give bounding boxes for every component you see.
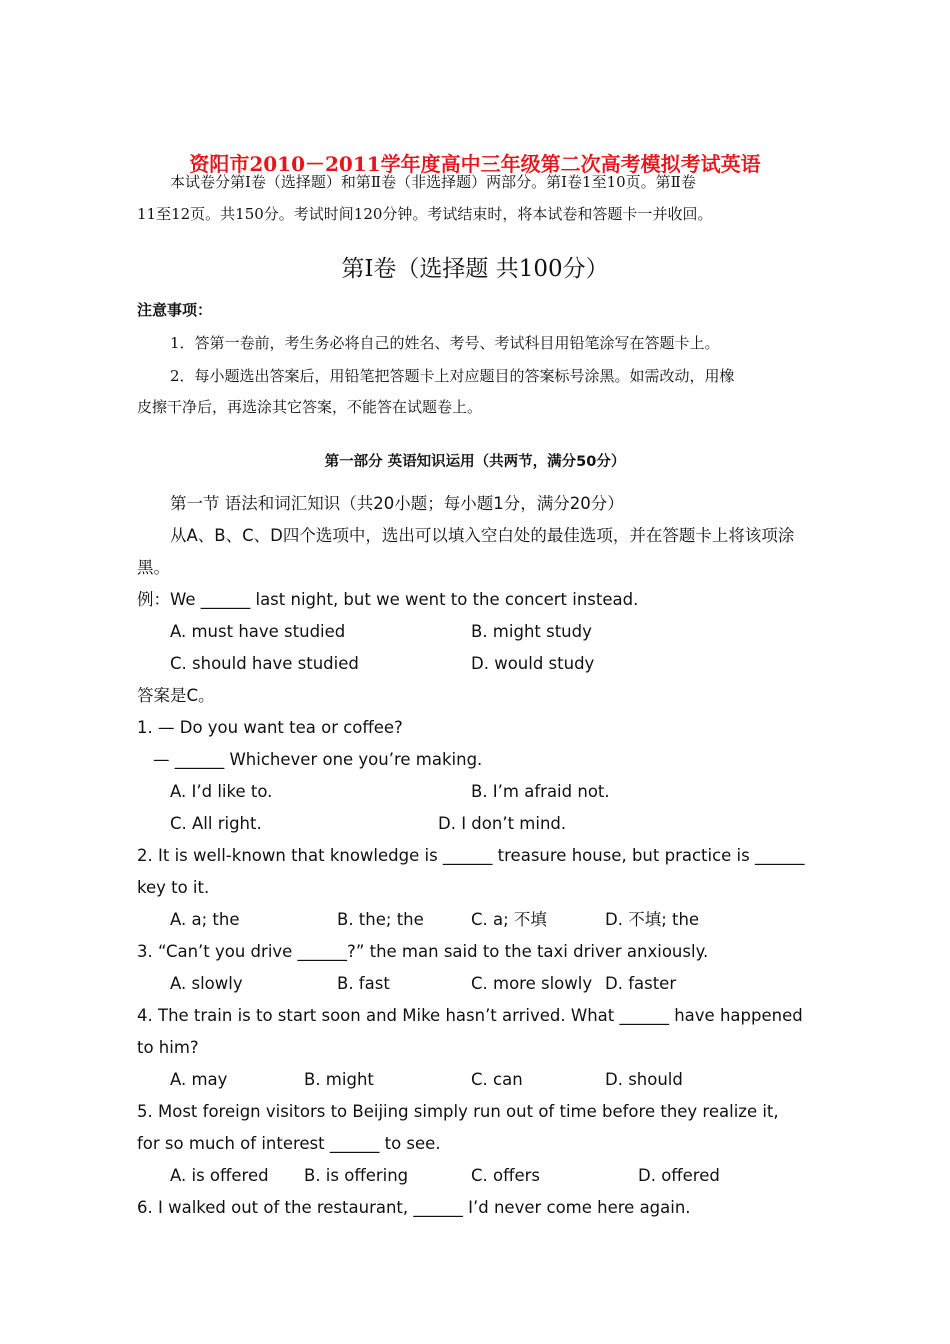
question-2-line-2: key to it. [137,878,210,897]
question-1-option-a: A. I’d like to. [170,782,273,801]
example-option-a: A. must have studied [170,622,346,641]
part1-heading: 第一部分 英语知识运用（共两节，满分50分） [324,454,626,470]
example-option-b: B. might study [471,622,592,641]
question-1-line-2: — ______ Whichever one you’re making. [153,750,483,769]
question-3-option-d: D. faster [605,974,677,993]
question-3-option-b: B. fast [337,974,390,993]
question-3-option-c: C. more slowly [471,974,593,993]
question-4-option-d: D. should [605,1070,683,1089]
question-4-option-a: A. may [170,1070,228,1089]
notes-item-2-line-1: 2．每小题选出答案后，用铅笔把答题卡上对应题目的答案标号涂黑。如需改动，用橡 [170,367,735,385]
example-option-d: D. would study [471,654,595,673]
question-1-option-b: B. I’m afraid not. [471,782,610,801]
question-5-option-b: B. is offering [304,1166,409,1185]
question-1-line-1: 1. — Do you want tea or coffee? [137,718,403,737]
question-2-option-a: A. a; the [170,910,240,929]
question-1-option-c: C. All right. [170,814,262,833]
question-5-option-a: A. is offered [170,1166,269,1185]
question-5-option-d: D. offered [638,1166,720,1185]
exam-title: 资阳市2010－2011学年度高中三年级第二次高考模拟考试英语 [189,152,761,176]
example-option-c: C. should have studied [170,654,359,673]
question-5-line-2: for so much of interest ______ to see. [137,1134,441,1153]
volume-title: 第Ⅰ卷（选择题 共100分） [341,256,609,282]
instructions-line-2: 黑。 [137,558,170,577]
question-3-option-a: A. slowly [170,974,243,993]
question-4-line-1: 4. The train is to start soon and Mike hasn’t arrived. What ______ have happened [137,1006,803,1025]
question-4-option-c: C. can [471,1070,523,1089]
example-stem: 例：We ______ last night, but we went to the concert instead. [137,590,639,609]
intro-line-2: 11至12页。共150分。考试时间120分钟。考试结束时，将本试卷和答题卡一并收回。 [137,205,713,223]
intro-line-1: 本试卷分第Ⅰ卷（选择题）和第Ⅱ卷（非选择题）两部分。第Ⅰ卷1至10页。第Ⅱ卷 [170,173,696,191]
notes-item-1: 1．答第一卷前，考生务必将自己的姓名、考号、考试科目用铅笔涂写在答题卡上。 [170,334,720,352]
question-2-option-d: D. 不填; the [605,910,700,929]
question-2-option-c: C. a; 不填 [471,910,547,929]
question-5-option-c: C. offers [471,1166,541,1185]
question-2-line-1: 2. It is well-known that knowledge is ______ treasure house, but practice is ______ [137,846,805,865]
question-3-line-1: 3. “Can’t you drive ______?” the man said to the taxi driver anxiously. [137,942,709,961]
question-2-option-b: B. the; the [337,910,424,929]
question-1-option-d: D. I don’t mind. [438,814,567,833]
question-4-line-2: to him? [137,1038,199,1057]
question-4-option-b: B. might [304,1070,374,1089]
notes-heading: 注意事项： [137,301,213,319]
question-6-line-1: 6. I walked out of the restaurant, ______ I’d never come here again. [137,1198,691,1217]
question-5-line-1: 5. Most foreign visitors to Beijing simply run out of time before they realize it, [137,1102,779,1121]
section1-heading: 第一节 语法和词汇知识（共20小题；每小题1分，满分20分） [170,494,624,513]
example-answer: 答案是C。 [137,686,215,705]
instructions-line-1: 从A、B、C、D四个选项中，选出可以填入空白处的最佳选项，并在答题卡上将该项涂 [170,526,795,545]
notes-item-2-line-2: 皮擦干净后，再选涂其它答案，不能答在试题卷上。 [137,398,483,416]
